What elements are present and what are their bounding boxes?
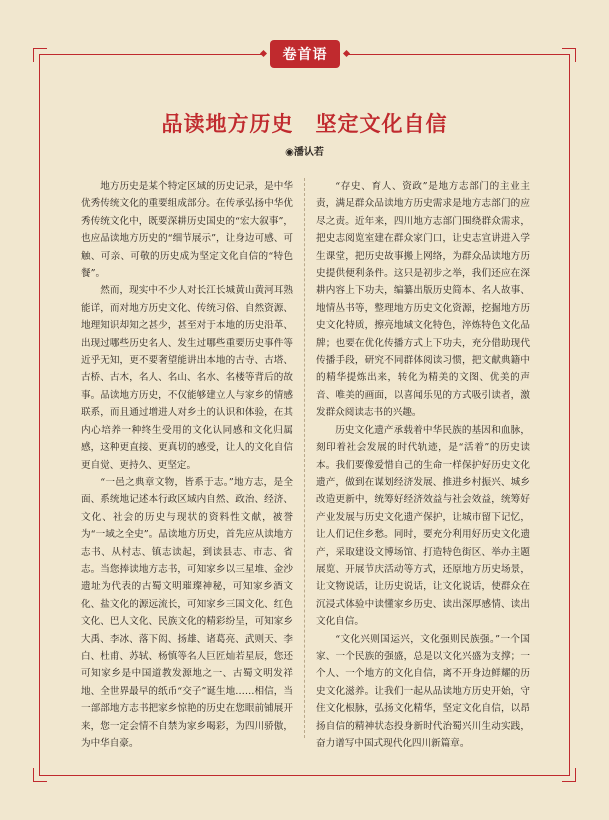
frame-corner-ornament xyxy=(562,48,576,62)
frame-corner-ornament xyxy=(562,768,576,782)
paragraph: 历史文化遗产承载着中华民族的基因和血脉，刻印着社会发展的时代轨迹，是“活着”的历史读本。我们要像爱惜自己的生命一样保护好历史文化遗产，做到在谋划经济发展、推进乡村振兴、城乡改造更新中，统筹好经济效益与社会效益，统筹好产业发展与历史文化遗产保护，让城市留下记忆，让人们记住乡愁。同时，要充分利用好历史文化遗产，采取建设文博场馆、打造特色街区、举办主题展览、开展节庆活动等方式，还原地方历史场景，让文物说话，让历史说话，让文化说话，使群众在沉浸式体验中读懂家乡历史、读出深厚感情、读出文化自信。 xyxy=(316,424,530,628)
frame-corner-ornament xyxy=(33,48,47,62)
paragraph: “文化兴则国运兴，文化强则民族强。”一个国家、一个民族的强盛，总是以文化兴盛为支撑；一个人、一个地方的文化自信，离不开身边鲜耀的历史文化滋养。让我们一起从品读地方历史开始，守住文化根脉，弘扬文化精华，坚定文化自信，以昂扬自信的精神状态投身新时代治蜀兴川生动实践，奋力谱写中国式现代化四川新篇章。 xyxy=(316,633,530,749)
author-byline: ◉潘认若 xyxy=(285,147,324,158)
paragraph: “一邑之典章文物，皆系于志。”地方志，是全面、系统地记述本行政区域内自然、政治、经济、文化、社会的历史与现状的资料性文献，被誉为“一域之全史”。品读地方历史，首先应从读地方志书、从村志、镇志读起，到读县志、市志、省志。当您捧读地方志书，可知家乡以三星堆、金沙遗址为代表的古蜀文明璀璨神秘，可知家乡酒文化、盐文化的源远流长，可知家乡三国文化、红色文化、巴人文化、民族文化的精彩纷呈，可知家乡大禹、李冰、落下闳、扬雄、诸葛亮、武则天、李白、杜甫、苏轼、杨慎等名人巨匠灿若星辰，您还可知家乡是中国道教发源地之一、古蜀文明发祥地、全世界最早的纸币“交子”诞生地……相信，当一部部地方志书把家乡惊艳的历史在您眼前铺展开来，您一定会情不自禁为家乡喝彩，为四川骄傲，为中华自豪。 xyxy=(81,476,293,749)
paragraph: 地方历史是某个特定区域的历史记录，是中华优秀传统文化的重要组成部分。在传承弘扬中华优秀传统文化中，既要深耕历史国史的“宏大叙事”，也应品读地方历史的“细节展示”，让身边可感、可触、可亲、可敬的历史成为坚定文化自信的“特色餐”。 xyxy=(81,181,293,280)
article-title: 品读地方历史 坚定文化自信 xyxy=(161,112,448,136)
paragraph: “存史、育人、资政”是地方志部门的主业主责，满足群众品读地方历史需求是地方志部门的应尽之责。近年来，四川地方志部门围绕群众需求，把史志阅览室建在群众家门口，让史志宣讲进入学生课堂，把历史故事搬上网络，为群众品读地方历史提供便利条件。这只是初步之举，我们还应在深耕内容上下功夫，编纂出版历史简本、名人故事、地情丛书等，整理地方历史文化资源，挖掘地方历史文化特质，擦亮地域文化特色，淬炼特色文化品牌；也要在优化传播方式上下功夫，充分借助现代传播手段，研究不同群体阅读习惯，把文献典籍中的精华提炼出来，转化为精美的文图、优美的声音、唯美的画面，以喜闻乐见的方式吸引读者，激发群众阅读志书的兴趣。 xyxy=(316,181,530,419)
column-divider xyxy=(304,178,305,738)
frame-corner-ornament xyxy=(33,768,47,782)
right-column xyxy=(316,178,530,752)
section-badge: 卷首语 xyxy=(270,40,340,68)
left-column xyxy=(81,178,293,752)
paragraph: 然而，现实中不少人对长江长城黄山黄河耳熟能详，而对地方历史文化、传统习俗、自然资源、地理知识却知之甚少，甚至对于本地的历史沿革、出现过哪些历史名人、发生过哪些重要历史事件等近乎无知，更不要奢望能讲出本地的古寺、古塔、古桥、古木，名人、名山、名水、名楼等背后的故事。品读地方历史，不仅能够建立人与家乡的情感联系，而且通过增进人对乡土的认识和体验，在其内心培养一种终生受用的文化认同感和文化归属感，这种更直接、更真切的感受，让人的文化自信更自觉、更持久、更坚定。 xyxy=(81,285,293,471)
